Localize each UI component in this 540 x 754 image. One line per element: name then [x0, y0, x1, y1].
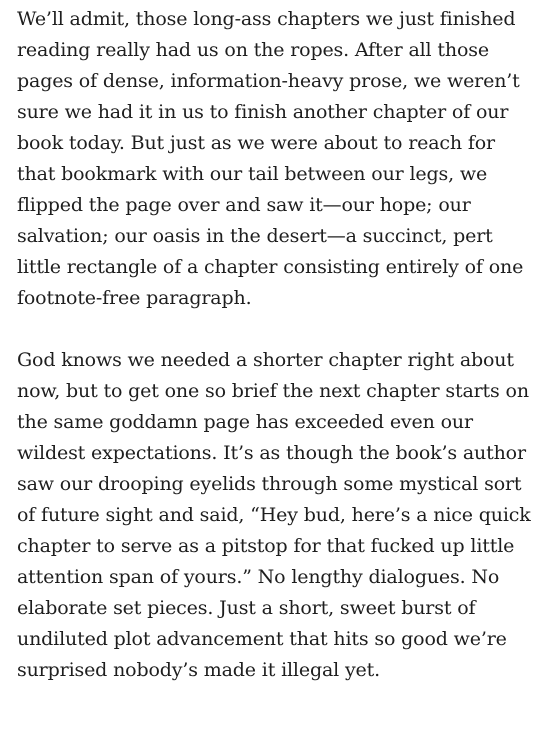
paragraph-2: God knows we needed a shorter chapter right about now, but to get one so brief the next chapter starts on the same goddamn page has exceeded even our wildest expectations. It’s as though the book’s author saw our drooping eyelids through some mystical sort of future sight and said, “Hey bud, here’s a nice quick chapter to serve as a pitstop for that fucked up little attention span of yours.” No lengthy dialogues. No elaborate set pieces. Just a short, sweet burst of undiluted plot advancement that hits so good we’re surprised nobody’s made it illegal yet. — [17, 349, 531, 681]
paragraph-1: We’ll admit, those long-ass chapters we just finished reading really had us on the ropes. After all those pages of dense, information-heavy prose, we weren’t sure we had it in us to finish another chapter of our book today. But just as we were about to reach for that bookmark with our tail between our legs, we flipped the page over and saw it—our hope; our salvation; our oasis in the desert—a succinct, pert little rectangle of a chapter consisting entirely of one footnote-free paragraph. — [17, 8, 524, 309]
